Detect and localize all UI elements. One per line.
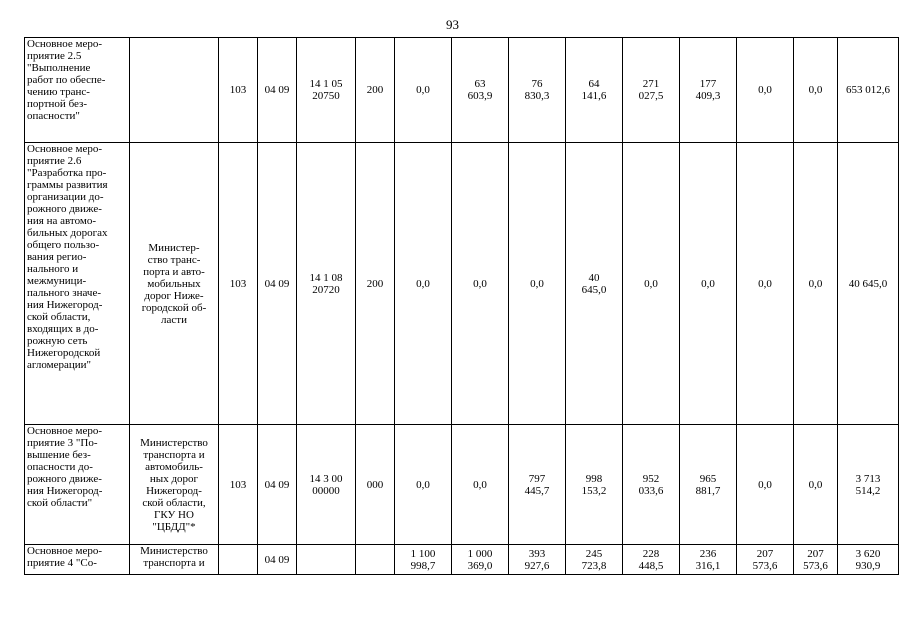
- target-article-cell: 14 3 00 00000: [297, 425, 356, 545]
- page-number: 93: [446, 17, 459, 32]
- section-cell: 04 09: [258, 38, 297, 143]
- executor-cell: Министер- ство транс- порта и авто- мобильных дорог Ниже- городской об- ласти: [130, 143, 219, 425]
- total-cell: 40 645,0: [838, 143, 899, 425]
- target-article-cell: 14 1 08 20720: [297, 143, 356, 425]
- section-cell: 04 09: [258, 545, 297, 575]
- value-cell: 177 409,3: [680, 38, 737, 143]
- value-cell: 0,0: [794, 143, 838, 425]
- measure-cell: Основное меро- приятие 4 "Со-: [25, 545, 130, 575]
- value-cell: 40 645,0: [566, 143, 623, 425]
- expense-type-cell: 200: [356, 38, 395, 143]
- value-cell: 0,0: [794, 425, 838, 545]
- executor-cell: Министерство транспорта и автомобиль- ных дорог Нижегород- ской области, ГКУ НО "ЦБДД"*: [130, 425, 219, 545]
- value-cell: 228 448,5: [623, 545, 680, 575]
- total-cell: 653 012,6: [838, 38, 899, 143]
- executor-cell: [130, 38, 219, 143]
- value-cell: 797 445,7: [509, 425, 566, 545]
- value-cell: 0,0: [452, 425, 509, 545]
- table-row: [25, 425, 899, 545]
- value-cell: 0,0: [680, 143, 737, 425]
- value-cell: 965 881,7: [680, 425, 737, 545]
- value-cell: 0,0: [395, 38, 452, 143]
- value-cell: 0,0: [452, 143, 509, 425]
- value-cell: 0,0: [737, 143, 794, 425]
- value-cell: 393 927,6: [509, 545, 566, 575]
- value-cell: 1 100 998,7: [395, 545, 452, 575]
- value-cell: 0,0: [509, 143, 566, 425]
- value-cell: 271 027,5: [623, 38, 680, 143]
- value-cell: 245 723,8: [566, 545, 623, 575]
- value-cell: 64 141,6: [566, 38, 623, 143]
- grbs-cell: 103: [219, 38, 258, 143]
- measure-cell: Основное меро- приятие 2.5 "Выполнение работ по обеспе- чению транс- портной без- опасности": [25, 38, 130, 143]
- value-cell: 0,0: [737, 425, 794, 545]
- value-cell: 1 000 369,0: [452, 545, 509, 575]
- value-cell: 207 573,6: [794, 545, 838, 575]
- expense-type-cell: 000: [356, 425, 395, 545]
- value-cell: 998 153,2: [566, 425, 623, 545]
- total-cell: 3 620 930,9: [838, 545, 899, 575]
- value-cell: 0,0: [395, 143, 452, 425]
- section-cell: 04 09: [258, 425, 297, 545]
- budget-table: [24, 37, 899, 575]
- grbs-cell: [219, 545, 258, 575]
- value-cell: 236 316,1: [680, 545, 737, 575]
- section-cell: 04 09: [258, 143, 297, 425]
- target-article-cell: [297, 545, 356, 575]
- measure-cell: Основное меро- приятие 3 "По- вышение без- опасности до- рожного движе- ния Нижегород- ской области": [25, 425, 130, 545]
- total-cell: 3 713 514,2: [838, 425, 899, 545]
- table-row: [25, 143, 899, 425]
- target-article-cell: 14 1 05 20750: [297, 38, 356, 143]
- value-cell: 0,0: [737, 38, 794, 143]
- executor-cell: Министерство транспорта и: [130, 545, 219, 575]
- grbs-cell: 103: [219, 425, 258, 545]
- expense-type-cell: [356, 545, 395, 575]
- table-row: [25, 38, 899, 143]
- value-cell: 76 830,3: [509, 38, 566, 143]
- grbs-cell: 103: [219, 143, 258, 425]
- value-cell: 63 603,9: [452, 38, 509, 143]
- value-cell: 0,0: [794, 38, 838, 143]
- expense-type-cell: 200: [356, 143, 395, 425]
- value-cell: 207 573,6: [737, 545, 794, 575]
- value-cell: 0,0: [395, 425, 452, 545]
- value-cell: 0,0: [623, 143, 680, 425]
- value-cell: 952 033,6: [623, 425, 680, 545]
- measure-cell: Основное меро- приятие 2.6 "Разработка про- граммы развития организации до- рожного движе- ния на автомо- бильных дорогах общего пользо- вания регио- нального и межмуници- пального значе- ния Нижегород- ской области, входящих в до- рожную сеть Нижегородской агломерации": [25, 143, 130, 425]
- table-row: [25, 545, 899, 575]
